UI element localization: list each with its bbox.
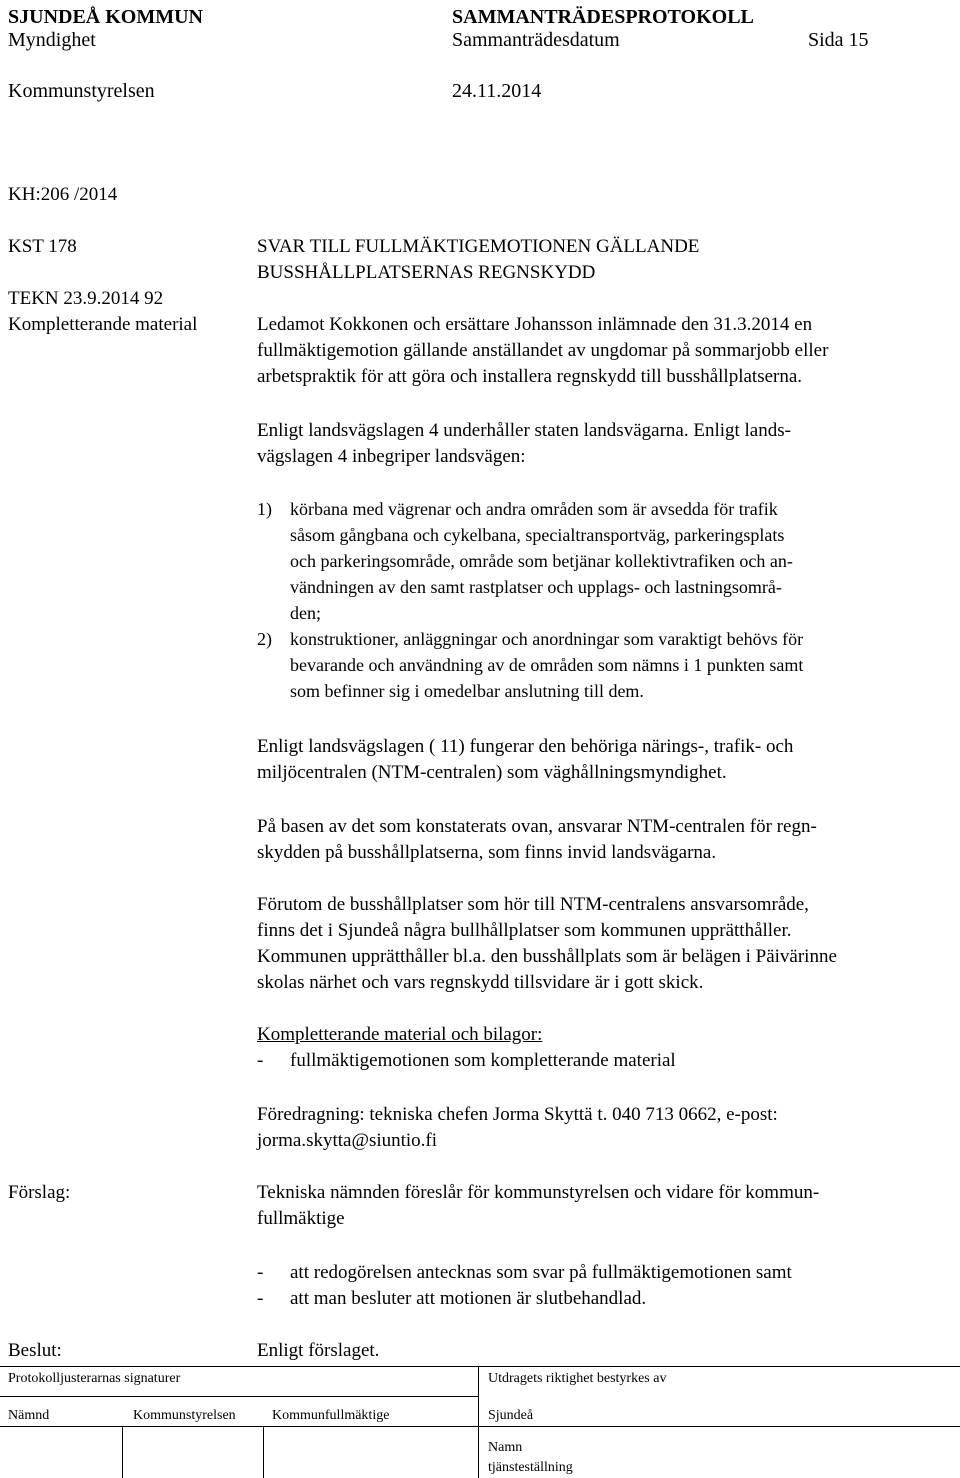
footer-divider: [478, 1366, 479, 1478]
responsibility-paragraph: [257, 814, 947, 866]
intro-paragraph: [257, 312, 947, 390]
paragraph-line: Enligt landsvägslagen ( 11) fungerar den behöriga närings-, trafik- och: [257, 736, 794, 757]
proposal-line: Tekniska nämnden föreslår för kommunstyrelsen och vidare för kommun-: [257, 1182, 820, 1203]
paragraph-line: skolas närhet och vars regnskydd tillsvidare är i gott skick.: [257, 972, 704, 993]
decision-text: Enligt förslaget.: [257, 1340, 380, 1361]
proposal-label: Förslag:: [8, 1182, 71, 1203]
case-tekn: TEKN 23.9.2014 92: [8, 288, 164, 309]
road-components-list: [257, 496, 947, 706]
proposal-line: fullmäktige: [257, 1208, 345, 1229]
col-kommunstyrelsen: Kommunstyrelsen: [133, 1408, 236, 1423]
case-title-2: BUSSHÅLLPLATSERNAS REGNSKYDD: [257, 262, 596, 283]
presenter-line: Föredragning: tekniska chefen Jorma Skyttä t. 040 713 0662, e-post:: [257, 1104, 778, 1125]
name-label: Namn: [488, 1440, 523, 1455]
certify-label: Utdragets riktighet bestyrkes av: [488, 1371, 667, 1386]
paragraph-line: På basen av det som konstaterats ovan, ansvarar NTM-centralen för regn-: [257, 816, 817, 837]
paragraph-line: Kommunen upprätthåller bl.a. den busshållplats som är belägen i Päivärinne: [257, 946, 837, 967]
authority-paragraph: [257, 734, 947, 786]
list-number: 1): [257, 499, 272, 519]
meeting-date: 24.11.2014: [452, 80, 542, 102]
list-line: och parkeringsområde, område som betjänar kollektivtrafiken och an-: [290, 551, 793, 571]
paragraph-line: Förutom de busshållplatser som hör till NTM-centralens ansvarsområde,: [257, 894, 809, 915]
paragraph-line: miljöcentralen (NTM-centralen) som väghållningsmyndighet.: [257, 762, 727, 783]
list-line: konstruktioner, anläggningar och anordningar som varaktigt behövs för: [290, 629, 804, 649]
org-name: SJUNDEÅ KOMMUN: [8, 6, 203, 28]
footer-col-divider: [263, 1426, 264, 1478]
intro-line: arbetspraktik för att göra och installera regnskydd till busshållplatserna.: [257, 366, 803, 387]
col-kommunfullmaktige: Kommunfullmäktige: [272, 1408, 390, 1423]
case-kh: KH:206 /2014: [8, 184, 118, 205]
proposal-item-text: att redogörelsen antecknas som svar på fullmäktigemotionen samt: [290, 1262, 792, 1283]
case-title-1: SVAR TILL FULLMÄKTIGEMOTIONEN GÄLLANDE: [257, 236, 700, 257]
proposal-text: [257, 1180, 947, 1232]
paragraph-line: finns det i Sjundeå några bullhållplatser som kommunen upprätthåller.: [257, 920, 792, 941]
footer-col-divider: [122, 1426, 123, 1478]
case-kst: KST 178: [8, 236, 77, 257]
material-item-text: fullmäktigemotionen som kompletterande material: [290, 1050, 676, 1071]
intro-line: Ledamot Kokkonen och ersättare Johansson inlämnade den 31.3.2014 en: [257, 314, 813, 335]
law-paragraph: [257, 418, 947, 470]
authority-label: Myndighet: [8, 29, 96, 51]
presenter-paragraph: [257, 1102, 947, 1154]
footer-rule: [0, 1396, 478, 1397]
col-namnd: Nämnd: [8, 1408, 50, 1423]
list-line: vändningen av den samt rastplatser och upplags- och lastningsområ-: [290, 577, 782, 597]
decision-label: Beslut:: [8, 1340, 62, 1361]
list-line: som befinner sig i omedelbar anslutning till dem.: [290, 681, 644, 701]
certify-org: Sjundeå: [488, 1408, 534, 1423]
footer-top-rule: [0, 1366, 960, 1367]
position-label: tjänsteställning: [488, 1460, 573, 1475]
law-line: Enligt landsvägslagen 4 underhåller staten landsvägarna. Enligt lands-: [257, 420, 791, 441]
proposal-item-text: att man besluter att motionen är slutbehandlad.: [290, 1288, 647, 1309]
paragraph-line: skydden på busshållplatserna, som finns invid landsvägarna.: [257, 842, 717, 863]
protocol-title: SAMMANTRÄDESPROTOKOLL: [452, 6, 754, 28]
material-heading: Kompletterande material och bilagor:: [257, 1024, 543, 1045]
list-line: den;: [290, 603, 321, 623]
presenter-email: jorma.skytta@siuntio.fi: [257, 1130, 438, 1151]
intro-line: fullmäktigemotion gällande anställandet av ungdomar på sommarjobb eller: [257, 340, 829, 361]
attachment-label: Kompletterande material: [8, 314, 198, 335]
page-number: Sida 15: [808, 29, 869, 51]
signatures-label: Protokolljusterarnas signaturer: [8, 1371, 181, 1386]
municipal-stops-paragraph: [257, 892, 947, 996]
footer-rule: [0, 1426, 960, 1427]
list-number: 2): [257, 629, 272, 649]
list-line: körbana med vägrenar och andra områden som är avsedda för trafik: [290, 499, 778, 519]
date-label: Sammanträdesdatum: [452, 29, 620, 51]
list-line: bevarande och användning av de områden som nämns i 1 punkten samt: [290, 655, 804, 675]
law-line: vägslagen 4 inbegriper landsvägen:: [257, 446, 526, 467]
authority-name: Kommunstyrelsen: [8, 80, 155, 102]
list-line: såsom gångbana och cykelbana, specialtransportväg, parkeringsplats: [290, 525, 785, 545]
